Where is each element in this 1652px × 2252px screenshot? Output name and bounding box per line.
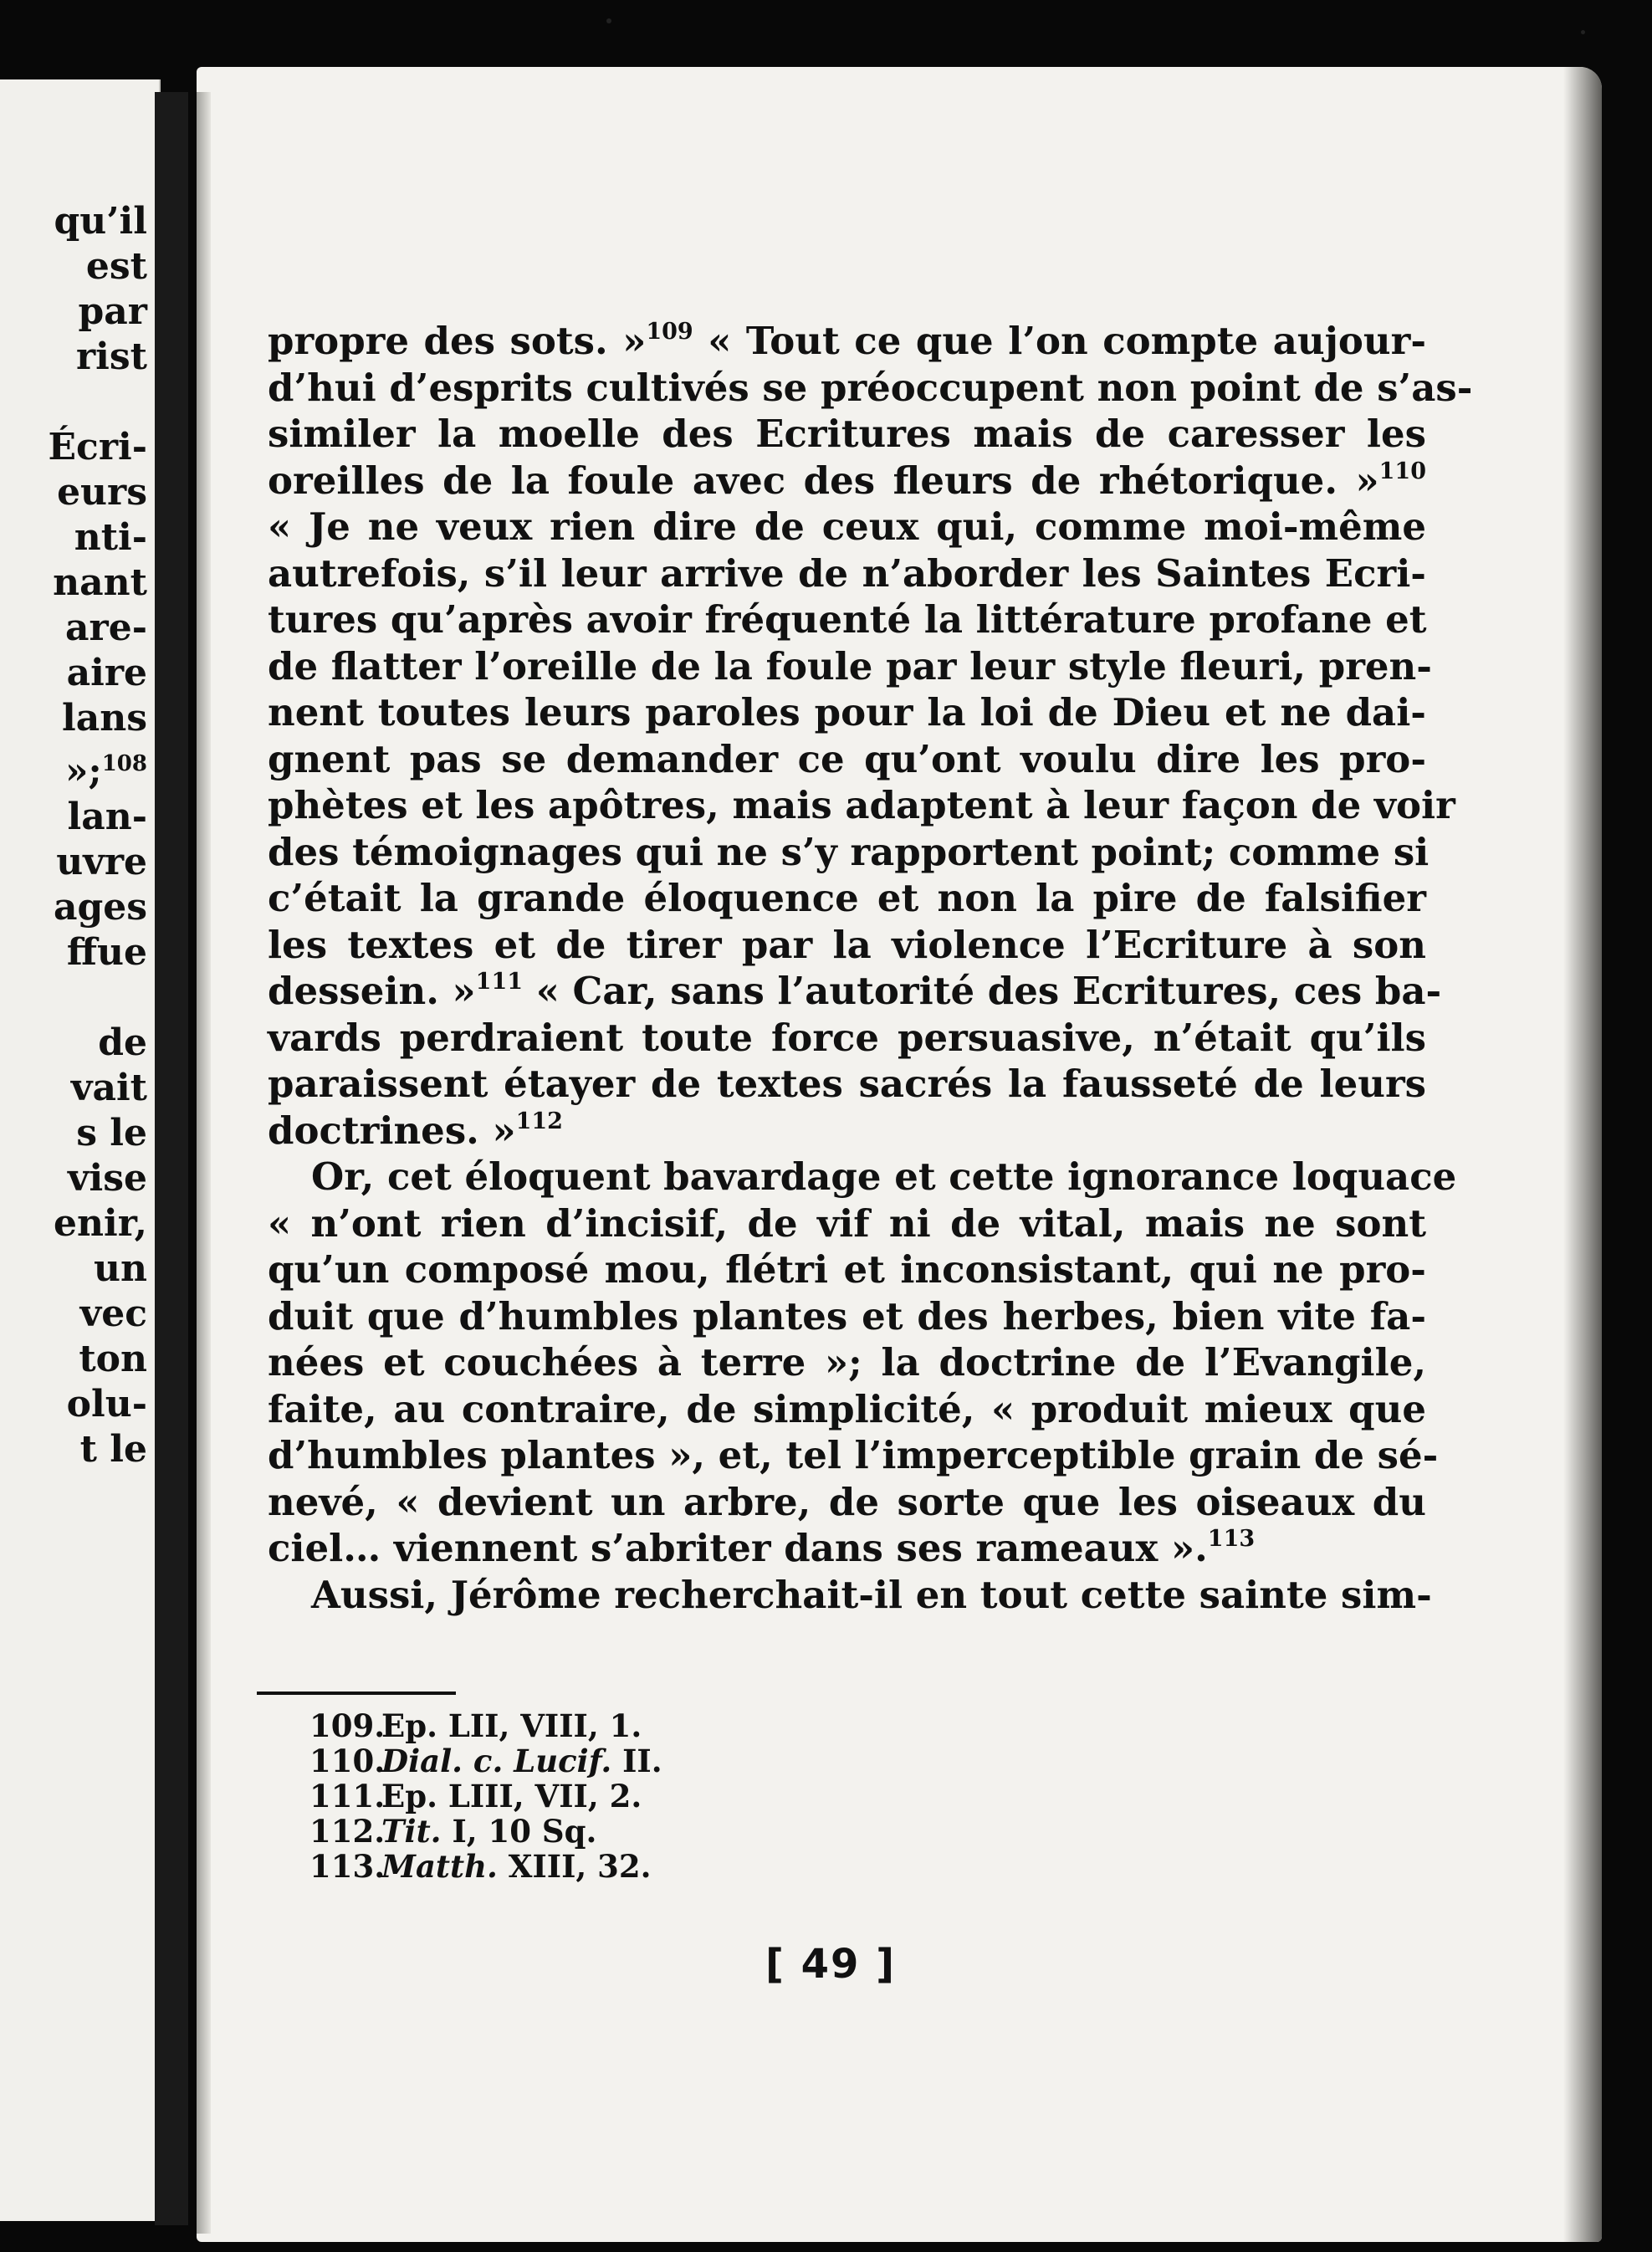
text-segment: Or, cet éloquent bavardage et cette ignorance loquace [311, 1154, 1457, 1199]
text-segment: « n’ont rien d’incisif, de vif ni de vital, mais ne sont [268, 1200, 1426, 1246]
text-line [268, 504, 1426, 550]
left-page-fragment: est [85, 245, 147, 288]
footnote-number: 113. [309, 1848, 386, 1885]
text-segment: qu’un composé mou, flétri et inconsistant, qui ne pro- [268, 1247, 1426, 1292]
text-segment: « Tout ce que l’on compte aujour- [693, 319, 1427, 363]
footnote-ref: 113 [1207, 1526, 1256, 1552]
text-line [268, 1432, 1439, 1479]
text-line [268, 829, 1430, 876]
left-page-fragment: aire [66, 652, 147, 694]
footnote-reference: Ep. LIII, VII, 2. [381, 1778, 642, 1814]
left-page-fragment: ffue [66, 930, 147, 974]
left-page-fragment: vec [79, 1292, 147, 1335]
left-page-fragment: ton [79, 1337, 147, 1380]
left-page-fragment: nant [53, 561, 147, 604]
footnote-entry [309, 1708, 662, 1743]
footnote-reference: Ep. LII, VIII, 1. [381, 1707, 642, 1744]
scan-speck [1581, 30, 1585, 34]
left-page-fragment: eurs [57, 471, 147, 514]
text-segment: similer la moelle des Ecritures mais de caresser les [268, 412, 1426, 456]
text-line [268, 550, 1426, 597]
left-page-fragment: enir, [54, 1201, 147, 1245]
left-page-fragment: »;$^{108}$ [64, 750, 147, 793]
text-line [268, 875, 1426, 922]
page-number: [ 49 ] [765, 1941, 897, 1988]
footnote-title: Matth. [381, 1848, 498, 1885]
text-line [268, 1293, 1426, 1340]
text-segment: les textes et de tirer par la violence l’Ecriture à son [268, 922, 1426, 967]
footnote-reference: II. [611, 1743, 662, 1779]
footnote-title: Dial. c. Lucif. [381, 1743, 612, 1779]
text-segment: paraissent étayer de textes sacrés la fausseté de leurs [268, 1062, 1426, 1106]
left-page-fragment: s le [76, 1111, 147, 1154]
footnote-entry [309, 1814, 662, 1849]
text-segment: autrefois, s’il leur arrive de n’aborder les Saintes Ecri- [268, 550, 1426, 596]
main-text-block [268, 318, 1473, 1618]
footnote-ref: 109 [646, 319, 693, 345]
text-line [268, 1246, 1426, 1293]
text-line [268, 1200, 1426, 1247]
text-line [268, 689, 1426, 736]
text-segment: tures qu’après avoir fréquenté la littérature profane et [268, 597, 1427, 642]
left-page-fragment: olu- [66, 1382, 147, 1425]
book-gutter [155, 92, 188, 2225]
text-line [268, 1154, 1457, 1200]
footnote-number: 110. [309, 1743, 386, 1779]
text-line [268, 365, 1473, 412]
text-line [268, 1061, 1426, 1108]
left-page-fragment [0, 380, 147, 425]
footnote-separator [257, 1692, 456, 1695]
text-segment: nevé, « devient un arbre, de sorte que les oiseaux du [268, 1479, 1426, 1524]
text-line [268, 411, 1426, 458]
text-line [268, 782, 1455, 829]
text-segment: phètes et les apôtres, mais adaptent à leur façon de voir [268, 783, 1455, 827]
footnote-ref: 112 [515, 1108, 563, 1134]
left-page-fragment: vise [67, 1156, 147, 1200]
text-line [268, 922, 1426, 969]
page-edge-shadow [1563, 67, 1602, 2242]
text-segment: Aussi, Jérôme recherchait-il en tout cette sainte sim- [311, 1572, 1432, 1617]
scan-speck [606, 18, 611, 23]
left-page-fragment: vait [70, 1066, 147, 1109]
text-segment: doctrines. » [268, 1108, 516, 1153]
footnote-entry [309, 1743, 662, 1779]
text-line [268, 968, 1442, 1015]
left-page-fragment: uvre [56, 840, 147, 883]
text-line [268, 643, 1432, 690]
text-segment: vards perdraient toute force persuasive, n’était qu’ils [268, 1015, 1426, 1060]
left-page-fragment: rist [76, 335, 147, 378]
footnote-ref: 110 [1378, 458, 1426, 484]
footnote-number: 111. [309, 1778, 386, 1814]
left-page-fragment: are- [65, 607, 147, 649]
text-line [268, 596, 1426, 643]
text-line [268, 736, 1426, 783]
text-segment: « Je ne veux rien dire de ceux qui, comme moi-même [268, 504, 1426, 549]
text-line [268, 458, 1426, 504]
text-line [268, 318, 1426, 365]
text-segment: dessein. » [268, 969, 476, 1013]
text-segment: nées et couchées à terre »; la doctrine de l’Evangile, [268, 1340, 1426, 1384]
left-page-fragment: lans [62, 697, 147, 740]
left-page-fragment: par [78, 290, 147, 333]
text-line [268, 1525, 1426, 1572]
text-segment: « Car, sans l’autorité des Ecritures, ces ba- [523, 969, 1442, 1013]
text-segment: d’humbles plantes », et, tel l’imperceptible grain de sé- [268, 1433, 1439, 1477]
footnote-entry [309, 1849, 662, 1884]
text-segment: faite, au contraire, de simplicité, « produit mieux que [268, 1386, 1426, 1431]
text-segment: oreilles de la foule avec des fleurs de rhétorique. » [268, 458, 1379, 503]
text-segment: c’était la grande éloquence et non la pire de falsifier [268, 876, 1426, 920]
footnote-ref: 111 [475, 969, 524, 995]
text-segment: d’hui d’esprits cultivés se préoccupent non point de s’as- [268, 365, 1473, 410]
left-page-fragment: nti- [74, 516, 147, 559]
left-facing-page [0, 79, 161, 2221]
left-page-fragment: un [94, 1246, 147, 1290]
text-line [268, 1108, 1426, 1154]
footnote-reference: I, 10 Sq. [441, 1813, 597, 1850]
footnote-reference: XIII, 32. [497, 1848, 652, 1885]
footnotes [309, 1708, 662, 1884]
left-page-fragment: qu’il [54, 200, 147, 243]
left-page-fragment: de [98, 1021, 147, 1064]
text-segment: de flatter l’oreille de la foule par leur style fleuri, pren- [268, 643, 1432, 688]
left-page-fragment: lan- [67, 795, 147, 838]
text-line [268, 1339, 1426, 1386]
left-page-fragment: Écri- [48, 426, 147, 468]
text-line [268, 1386, 1426, 1433]
text-segment: nent toutes leurs paroles pour la loi de Dieu et ne dai- [268, 690, 1426, 734]
gutter-shadow [197, 92, 211, 2234]
footnote-ref: 108 [101, 751, 147, 776]
right-page [197, 67, 1602, 2242]
text-segment: des témoignages qui ne s’y rapportent point; comme si [268, 829, 1430, 874]
text-line [268, 1572, 1432, 1619]
left-page-fragment [0, 975, 147, 1021]
footnote-title: Tit. [381, 1813, 442, 1850]
left-page-fragment: t le [79, 1427, 147, 1471]
text-line [268, 1479, 1426, 1526]
text-segment: duit que d’humbles plantes et des herbes, bien vite fa- [268, 1293, 1426, 1338]
left-page-text-fragments [0, 199, 147, 1472]
text-segment: gnent pas se demander ce qu’ont voulu dire les pro- [268, 736, 1426, 781]
text-segment: propre des sots. » [268, 319, 647, 363]
footnote-number: 109. [309, 1707, 386, 1744]
text-segment: ciel… viennent s’abriter dans ses rameaux ». [268, 1526, 1208, 1570]
footnote-entry [309, 1779, 662, 1814]
footnote-number: 112. [309, 1813, 386, 1850]
left-page-fragment: ages [53, 885, 147, 929]
text-line [268, 1015, 1426, 1062]
